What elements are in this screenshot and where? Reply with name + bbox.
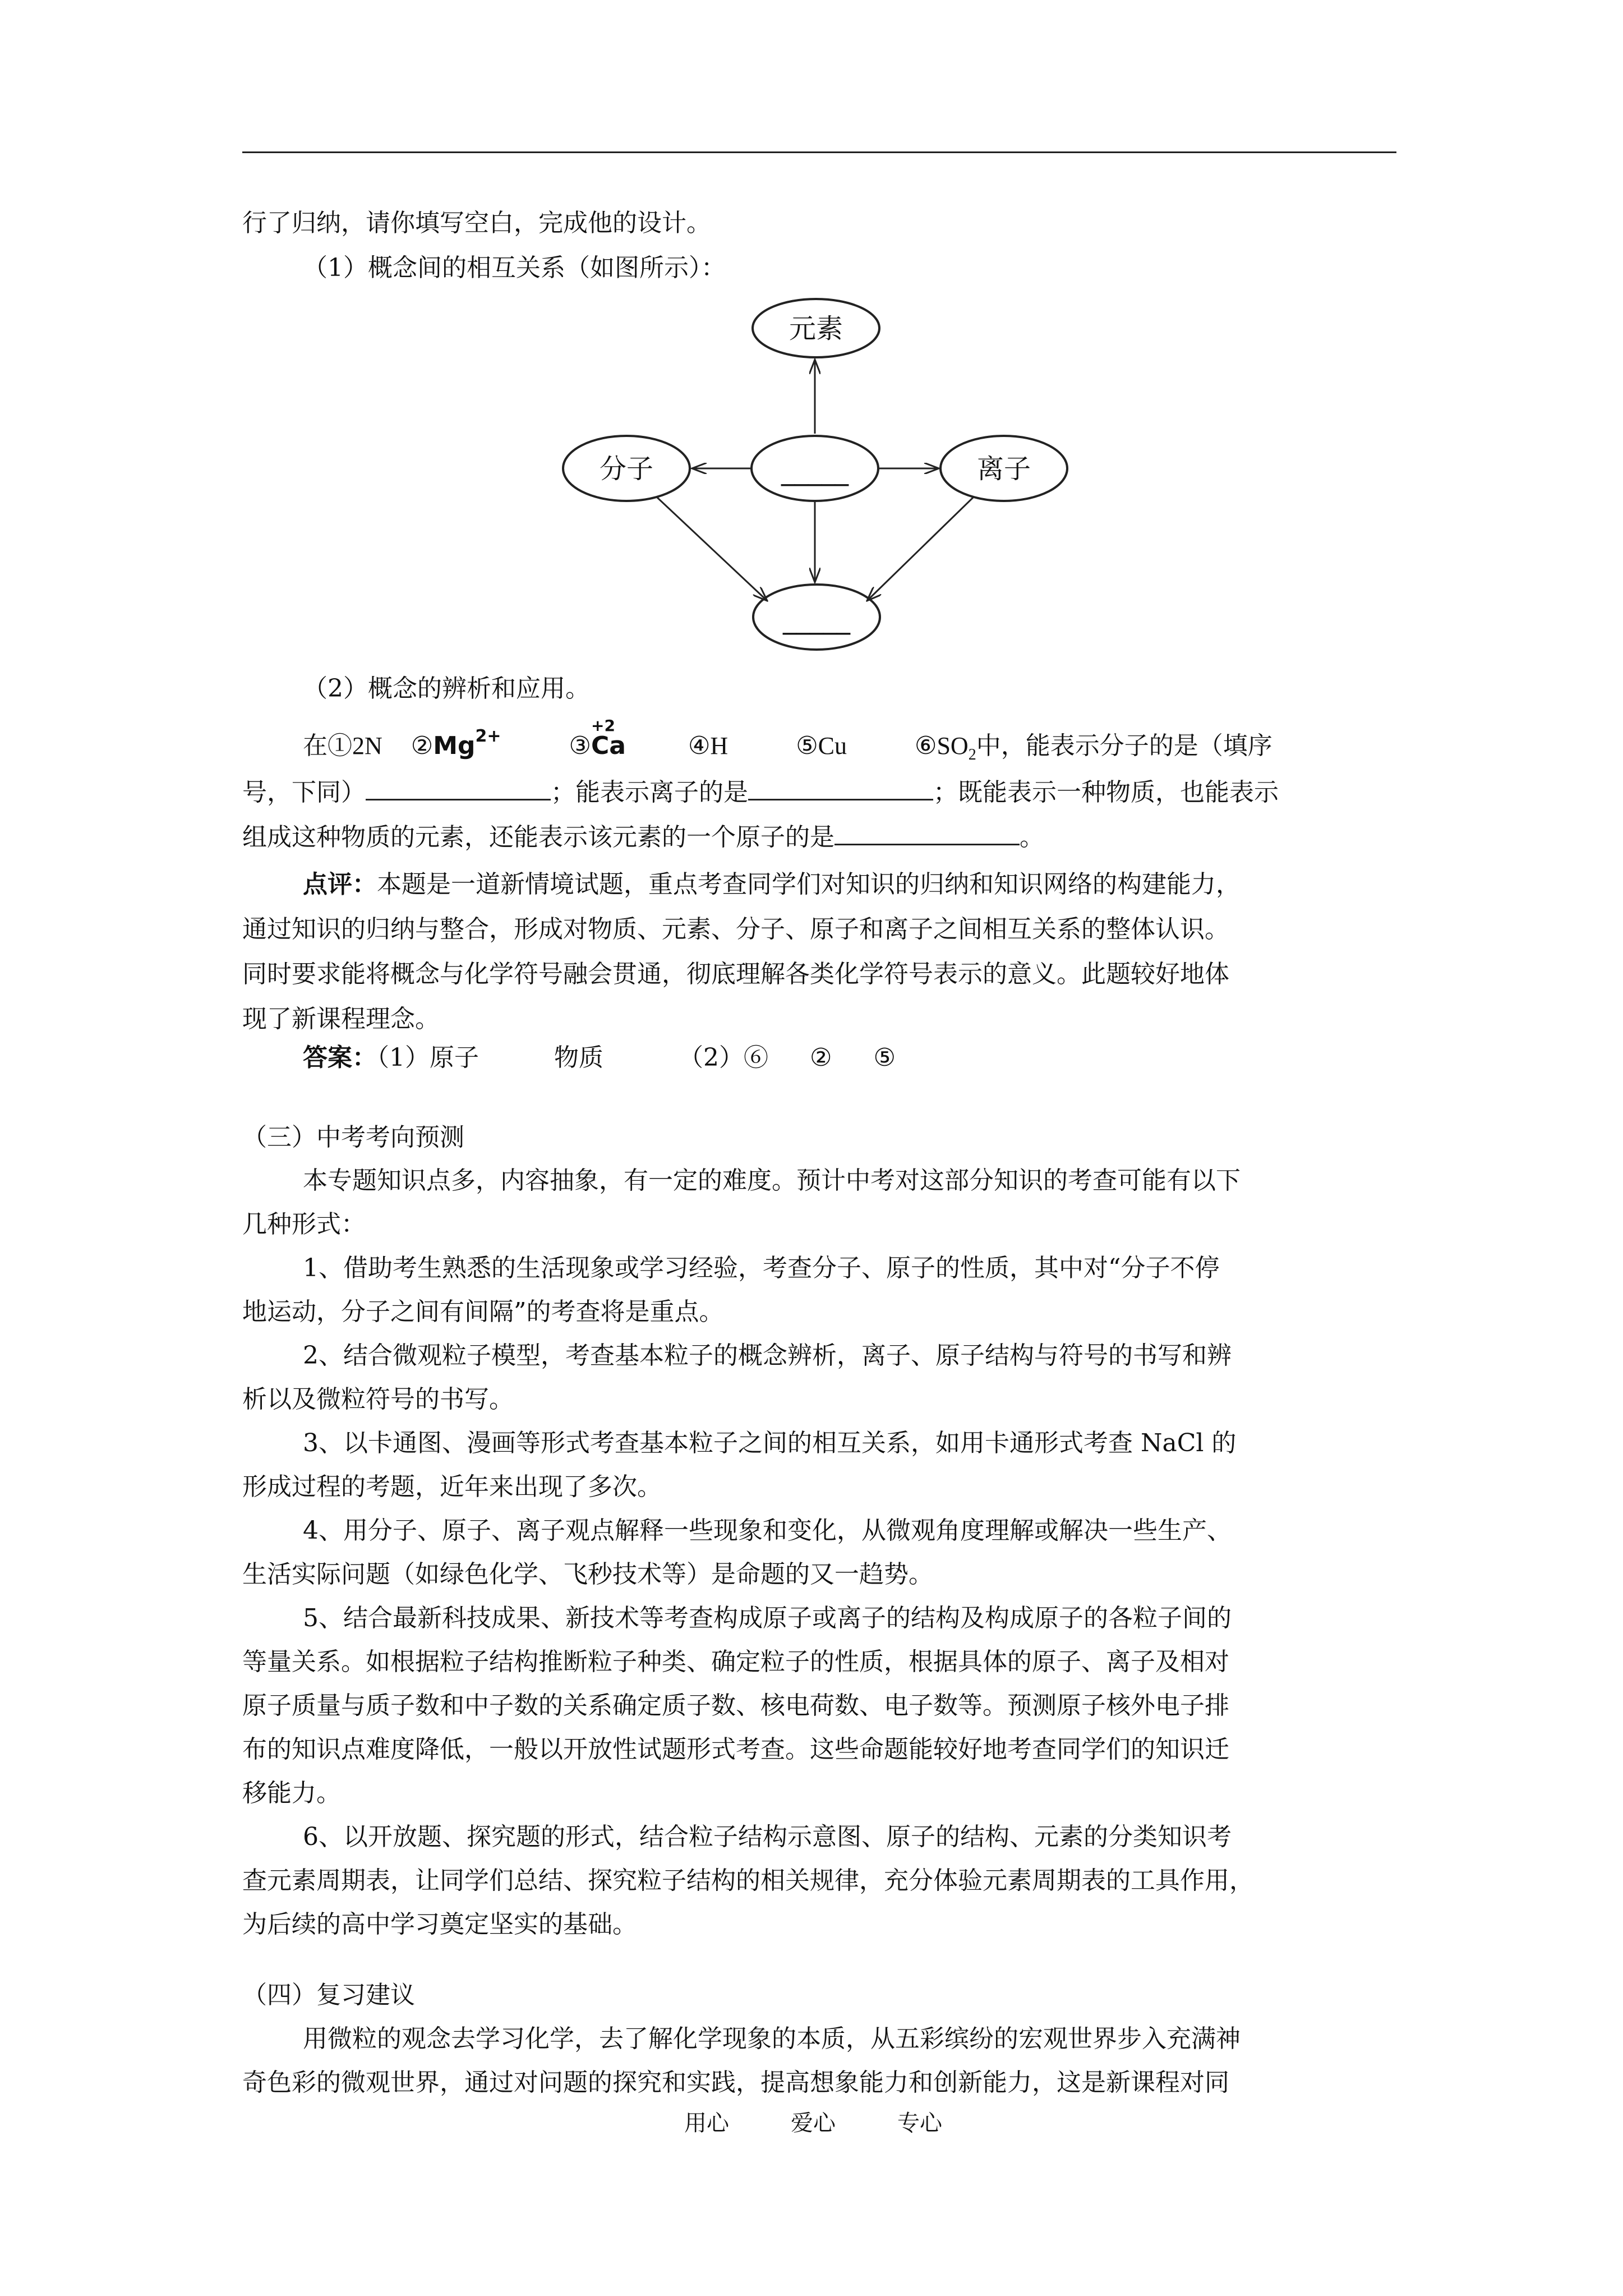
comment-text-1: 本题是一道新情境试题，重点考查同学们对知识的归纳和知识网络的构建能力， bbox=[377, 870, 1241, 899]
sec4-l1: 用微粒的观念去学习化学，去了解化学现象的本质，从五彩缤纷的宏观世界步入充满神 bbox=[303, 2024, 1241, 2053]
sec4-l2: 奇色彩的微观世界，通过对问题的探究和实践，提高想象能力和创新能力，这是新课程对同 bbox=[242, 2068, 1229, 2097]
label-molecule: 分子 bbox=[599, 453, 654, 485]
sec3-p0-l2: 几种形式： bbox=[242, 1210, 366, 1239]
label-element: 元素 bbox=[789, 313, 843, 344]
answer-4: ② bbox=[810, 1043, 832, 1072]
sec3-p5-l1: 5、结合最新科技成果、新技术等考查构成原子或离子的结构及构成原子的各粒子间的 bbox=[303, 1604, 1232, 1632]
symbol-5: ⑤Cu bbox=[796, 732, 847, 760]
sec3-p3-l1: 3、以卡通图、漫画等形式考查基本粒子之间的相互关系，如用卡通形式考查 NaCl 的 bbox=[303, 1429, 1237, 1457]
symbol-3-num: ③ bbox=[569, 732, 591, 760]
label-ion: 离子 bbox=[976, 453, 1031, 485]
concept-diagram bbox=[555, 283, 1105, 676]
footer-a: 用心 bbox=[684, 2110, 729, 2136]
q2-line-3 bbox=[242, 819, 1396, 854]
blank-molecule[interactable] bbox=[366, 774, 551, 800]
comment-label: 点评： bbox=[303, 870, 377, 899]
sec3-p2-l2: 析以及微粒符号的书写。 bbox=[242, 1385, 514, 1414]
intro-line: 行了归纳，请你填写空白，完成他的设计。 bbox=[242, 209, 711, 237]
symbol-1: ①2N bbox=[328, 732, 382, 760]
answer-1: （1）原子 bbox=[377, 1043, 479, 1072]
sec3-p6-l3: 为后续的高中学习奠定坚实的基础。 bbox=[242, 1910, 637, 1939]
sec3-p1-l2: 地运动，分子之间有间隔”的考查将是重点。 bbox=[242, 1297, 724, 1326]
blank-atom[interactable] bbox=[834, 819, 1020, 845]
answer-2: 物质 bbox=[554, 1043, 603, 1072]
q2-line2-c: ；既能表示一种物质，也能表示 bbox=[933, 778, 1279, 807]
symbol-3-valence: +2 bbox=[591, 716, 615, 735]
question-2: （2）概念的辨析和应用。 bbox=[303, 674, 590, 703]
sec3-p5-l2: 等量关系。如根据粒子结构推断粒子种类、确定粒子的性质，根据具体的原子、离子及相对 bbox=[242, 1648, 1229, 1676]
question-1: （1）概念间的相互关系（如图所示）： bbox=[303, 254, 726, 282]
sec3-p5-l5: 移能力。 bbox=[242, 1779, 341, 1807]
symbol-4: ④H bbox=[688, 732, 728, 760]
q2-line2-a: 号，下同） bbox=[242, 778, 366, 807]
sec3-p3-l2: 形成过程的考题，近年来出现了多次。 bbox=[242, 1473, 662, 1501]
symbol-post: 中，能表示分子的是（填序 bbox=[976, 732, 1272, 760]
answer-3: （2）⑥ bbox=[679, 1043, 768, 1072]
symbol-2-charge: 2+ bbox=[475, 726, 501, 746]
comment-line-1 bbox=[303, 868, 1396, 901]
comment-line-4: 现了新课程理念。 bbox=[242, 1005, 440, 1033]
q2-line-2 bbox=[242, 774, 1396, 809]
sec3-p5-l4: 布的知识点难度降低，一般以开放性试题形式考查。这些命题能较好地考查同学们的知识迁 bbox=[242, 1735, 1229, 1764]
header-rule bbox=[242, 151, 1396, 153]
footer-c: 专心 bbox=[897, 2110, 942, 2136]
comment-line-3: 同时要求能将概念与化学符号融会贯通，彻底理解各类化学符号表示的意义。此题较好地体 bbox=[242, 960, 1229, 988]
symbol-pre: 在 bbox=[303, 732, 328, 760]
symbol-line bbox=[303, 716, 1396, 774]
label-center: _____ bbox=[781, 455, 849, 486]
symbol-2-num: ② bbox=[411, 732, 434, 760]
section-3-title: （三）中考考向预测 bbox=[242, 1123, 464, 1152]
arrow-molecule-to-bottom bbox=[657, 498, 767, 601]
sec3-p6-l2: 查元素周期表，让同学们总结、探究粒子结构的相关规律，充分体验元素周期表的工具作用， bbox=[242, 1866, 1254, 1895]
q2-line2-b: ；能表示离子的是 bbox=[551, 778, 748, 807]
symbol-6: ⑥SO bbox=[915, 732, 969, 760]
answer-label: 答案： bbox=[303, 1043, 377, 1072]
answer-line bbox=[303, 1041, 1396, 1075]
answer-5: ⑤ bbox=[873, 1043, 896, 1072]
sec3-p2-l1: 2、结合微观粒子模型，考查基本粒子的概念辨析，离子、原子结构与符号的书写和辨 bbox=[303, 1341, 1232, 1370]
symbol-6-sub: 2 bbox=[968, 746, 976, 763]
blank-ion[interactable] bbox=[748, 774, 933, 800]
symbol-2: Mg bbox=[433, 731, 476, 760]
q2-line3-a: 组成这种物质的元素，还能表示该元素的一个原子的是 bbox=[242, 823, 834, 852]
label-bottom: _____ bbox=[783, 604, 850, 635]
comment-line-2: 通过知识的归纳与整合，形成对物质、元素、分子、原子和离子之间相互关系的整体认识。 bbox=[242, 915, 1229, 944]
sec3-p6-l1: 6、以开放题、探究题的形式，结合粒子结构示意图、原子的结构、元素的分类知识考 bbox=[303, 1823, 1232, 1851]
sec3-p4-l1: 4、用分子、原子、离子观点解释一些现象和变化，从微观角度理解或解决一些生产、 bbox=[303, 1516, 1232, 1545]
arrow-ion-to-bottom bbox=[867, 498, 973, 601]
sec3-p0-l1: 本专题知识点多，内容抽象，有一定的难度。预计中考对这部分知识的考查可能有以下 bbox=[303, 1166, 1241, 1195]
page-footer bbox=[684, 2109, 1004, 2137]
section-4-title: （四）复习建议 bbox=[242, 1981, 415, 2009]
sec3-p4-l2: 生活实际问题（如绿色化学、飞秒技术等）是命题的又一趋势。 bbox=[242, 1560, 933, 1589]
sec3-p1-l1: 1、借助考生熟悉的生活现象或学习经验，考查分子、原子的性质，其中对“分子不停 bbox=[303, 1254, 1220, 1282]
footer-b: 爱心 bbox=[791, 2110, 836, 2136]
q2-line3-b: 。 bbox=[1020, 823, 1044, 852]
symbol-3: Ca bbox=[591, 731, 626, 760]
sec3-p5-l3: 原子质量与质子数和中子数的关系确定质子数、核电荷数、电子数等。预测原子核外电子排 bbox=[242, 1691, 1229, 1720]
